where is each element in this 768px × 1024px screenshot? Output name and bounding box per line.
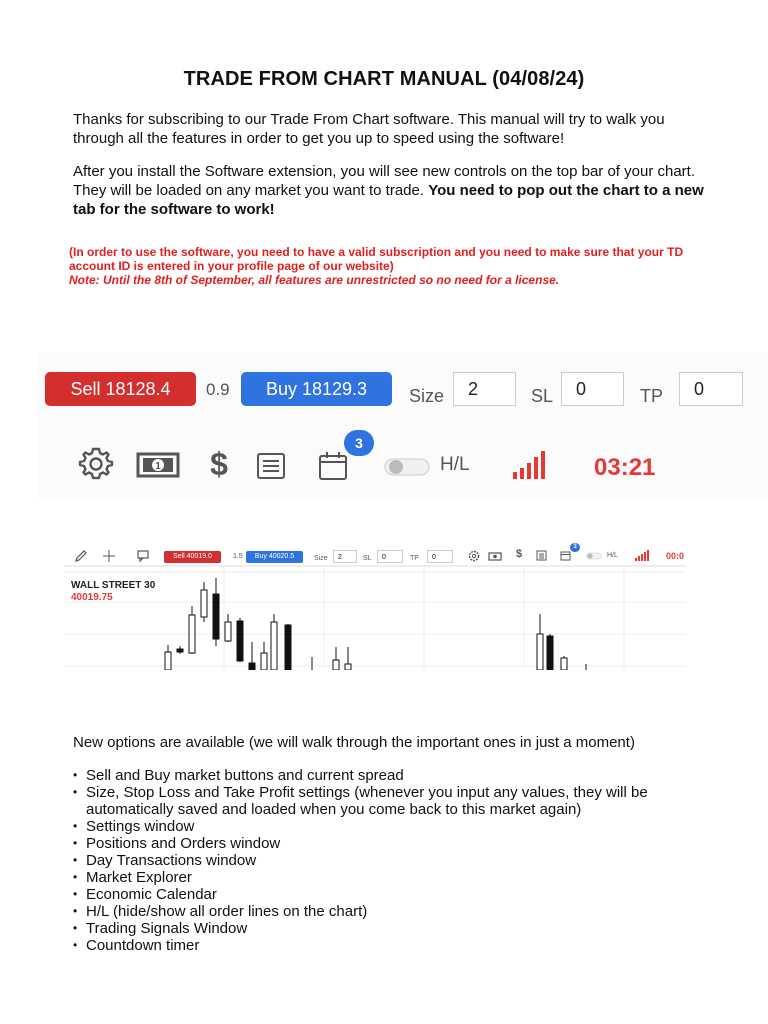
svg-text:1: 1	[155, 461, 161, 472]
document-title: TRADE FROM CHART MANUAL (04/08/24)	[183, 68, 585, 90]
candle	[537, 634, 543, 670]
list-item: • H/L (hide/show all order lines on the chart)	[73, 903, 713, 920]
mini-tp-label: TP	[410, 555, 419, 562]
candle	[201, 590, 207, 617]
list-item: • Positions and Orders window	[73, 835, 713, 852]
money-icon[interactable]	[136, 452, 180, 478]
candle	[237, 621, 243, 661]
candle	[561, 658, 567, 670]
install-warning: You need to pop out the chart to a new tab for the software to work!	[73, 182, 704, 218]
stop-loss-input[interactable]: 0	[561, 372, 624, 406]
countdown-timer: 03:21	[594, 454, 656, 481]
candlesticks	[64, 542, 686, 670]
unrestricted-note: Note: Until the 8th of September, all features are unrestricted so no need for a license.	[69, 273, 560, 287]
candle	[177, 649, 183, 652]
svg-text:$: $	[210, 446, 228, 482]
trade-toolbar-large	[38, 352, 768, 500]
candle	[213, 594, 219, 639]
candle	[285, 625, 291, 670]
take-profit-input[interactable]: 0	[679, 372, 743, 406]
candle	[547, 636, 553, 670]
calendar-icon[interactable]	[317, 450, 349, 482]
size-label: Size	[409, 386, 445, 406]
dollar-icon[interactable]	[206, 446, 232, 482]
buy-button[interactable]: Buy 18129.3	[241, 372, 392, 406]
tp-label: TP	[640, 386, 664, 406]
sl-label: SL	[531, 386, 554, 406]
candle	[165, 652, 171, 670]
mini-spread: 1.5	[233, 553, 243, 560]
candle	[189, 615, 195, 653]
list-item: • Trading Signals Window	[73, 920, 713, 937]
list-item: • Market Explorer	[73, 869, 713, 886]
candle	[249, 663, 255, 670]
list-item: • Sell and Buy market buttons and current spread	[73, 767, 713, 784]
list-item: • Countdown timer	[73, 937, 713, 954]
candle	[333, 660, 339, 670]
size-input[interactable]: 2	[453, 372, 516, 406]
mini-dollar-icon[interactable]: $	[516, 548, 523, 560]
mini-hl-label: H/L	[607, 552, 618, 559]
mini-size-label: Size	[314, 555, 328, 562]
list-item: • Size, Stop Loss and Take Profit settings (whenever you input any values, they will be automatically saved and loaded when you come back to this market again)	[73, 784, 713, 818]
chart-screenshot	[64, 542, 686, 670]
features-list	[73, 767, 713, 954]
subscription-note: (In order to use the software, you need to have a valid subscription and you need to make sure that your TD account ID is entered in your profile page of our website)	[69, 245, 684, 273]
order-lines-toggle[interactable]	[384, 456, 430, 478]
mini-sell-button[interactable]: Sell 40019.0	[164, 551, 221, 563]
mini-sl-input[interactable]: 0	[377, 550, 403, 563]
mini-countdown-timer: 00:0	[666, 551, 685, 561]
list-item: • Settings window	[73, 818, 713, 835]
signal-bars-icon[interactable]	[512, 448, 552, 480]
mini-size-input[interactable]: 2	[333, 550, 357, 563]
gear-icon[interactable]	[78, 446, 114, 482]
spread-value: 0.9	[206, 380, 230, 399]
mini-tp-input[interactable]: 0	[427, 550, 453, 563]
candle	[225, 622, 231, 641]
candle	[271, 622, 277, 670]
intro-paragraph: Thanks for subscribing to our Trade From Chart software. This manual will try to walk you through all the features in order to get you up to speed using the software!	[73, 111, 665, 147]
mini-calendar-badge: 3	[570, 543, 580, 552]
list-icon[interactable]	[256, 452, 286, 480]
list-item: • Day Transactions window	[73, 852, 713, 869]
sell-button[interactable]: Sell 18128.4	[45, 372, 196, 406]
mini-sl-label: SL	[363, 555, 372, 562]
mini-buy-button[interactable]: Buy 40020.5	[246, 551, 303, 563]
install-paragraph	[73, 162, 713, 219]
options-intro: New options are available (we will walk through the important ones in just a moment)	[73, 734, 635, 751]
candle	[345, 664, 351, 670]
calendar-badge: 3	[344, 430, 374, 456]
hl-label: H/L	[440, 454, 470, 475]
list-item: • Economic Calendar	[73, 886, 713, 903]
candle	[261, 653, 267, 670]
market-name: WALL STREET 30	[71, 580, 156, 591]
install-text: After you install the Software extension, you will see new controls on the top bar of your chart. They will be loaded on any market you want to trade.	[73, 163, 695, 199]
market-price: 40019.75	[71, 592, 113, 603]
license-note	[69, 245, 709, 287]
